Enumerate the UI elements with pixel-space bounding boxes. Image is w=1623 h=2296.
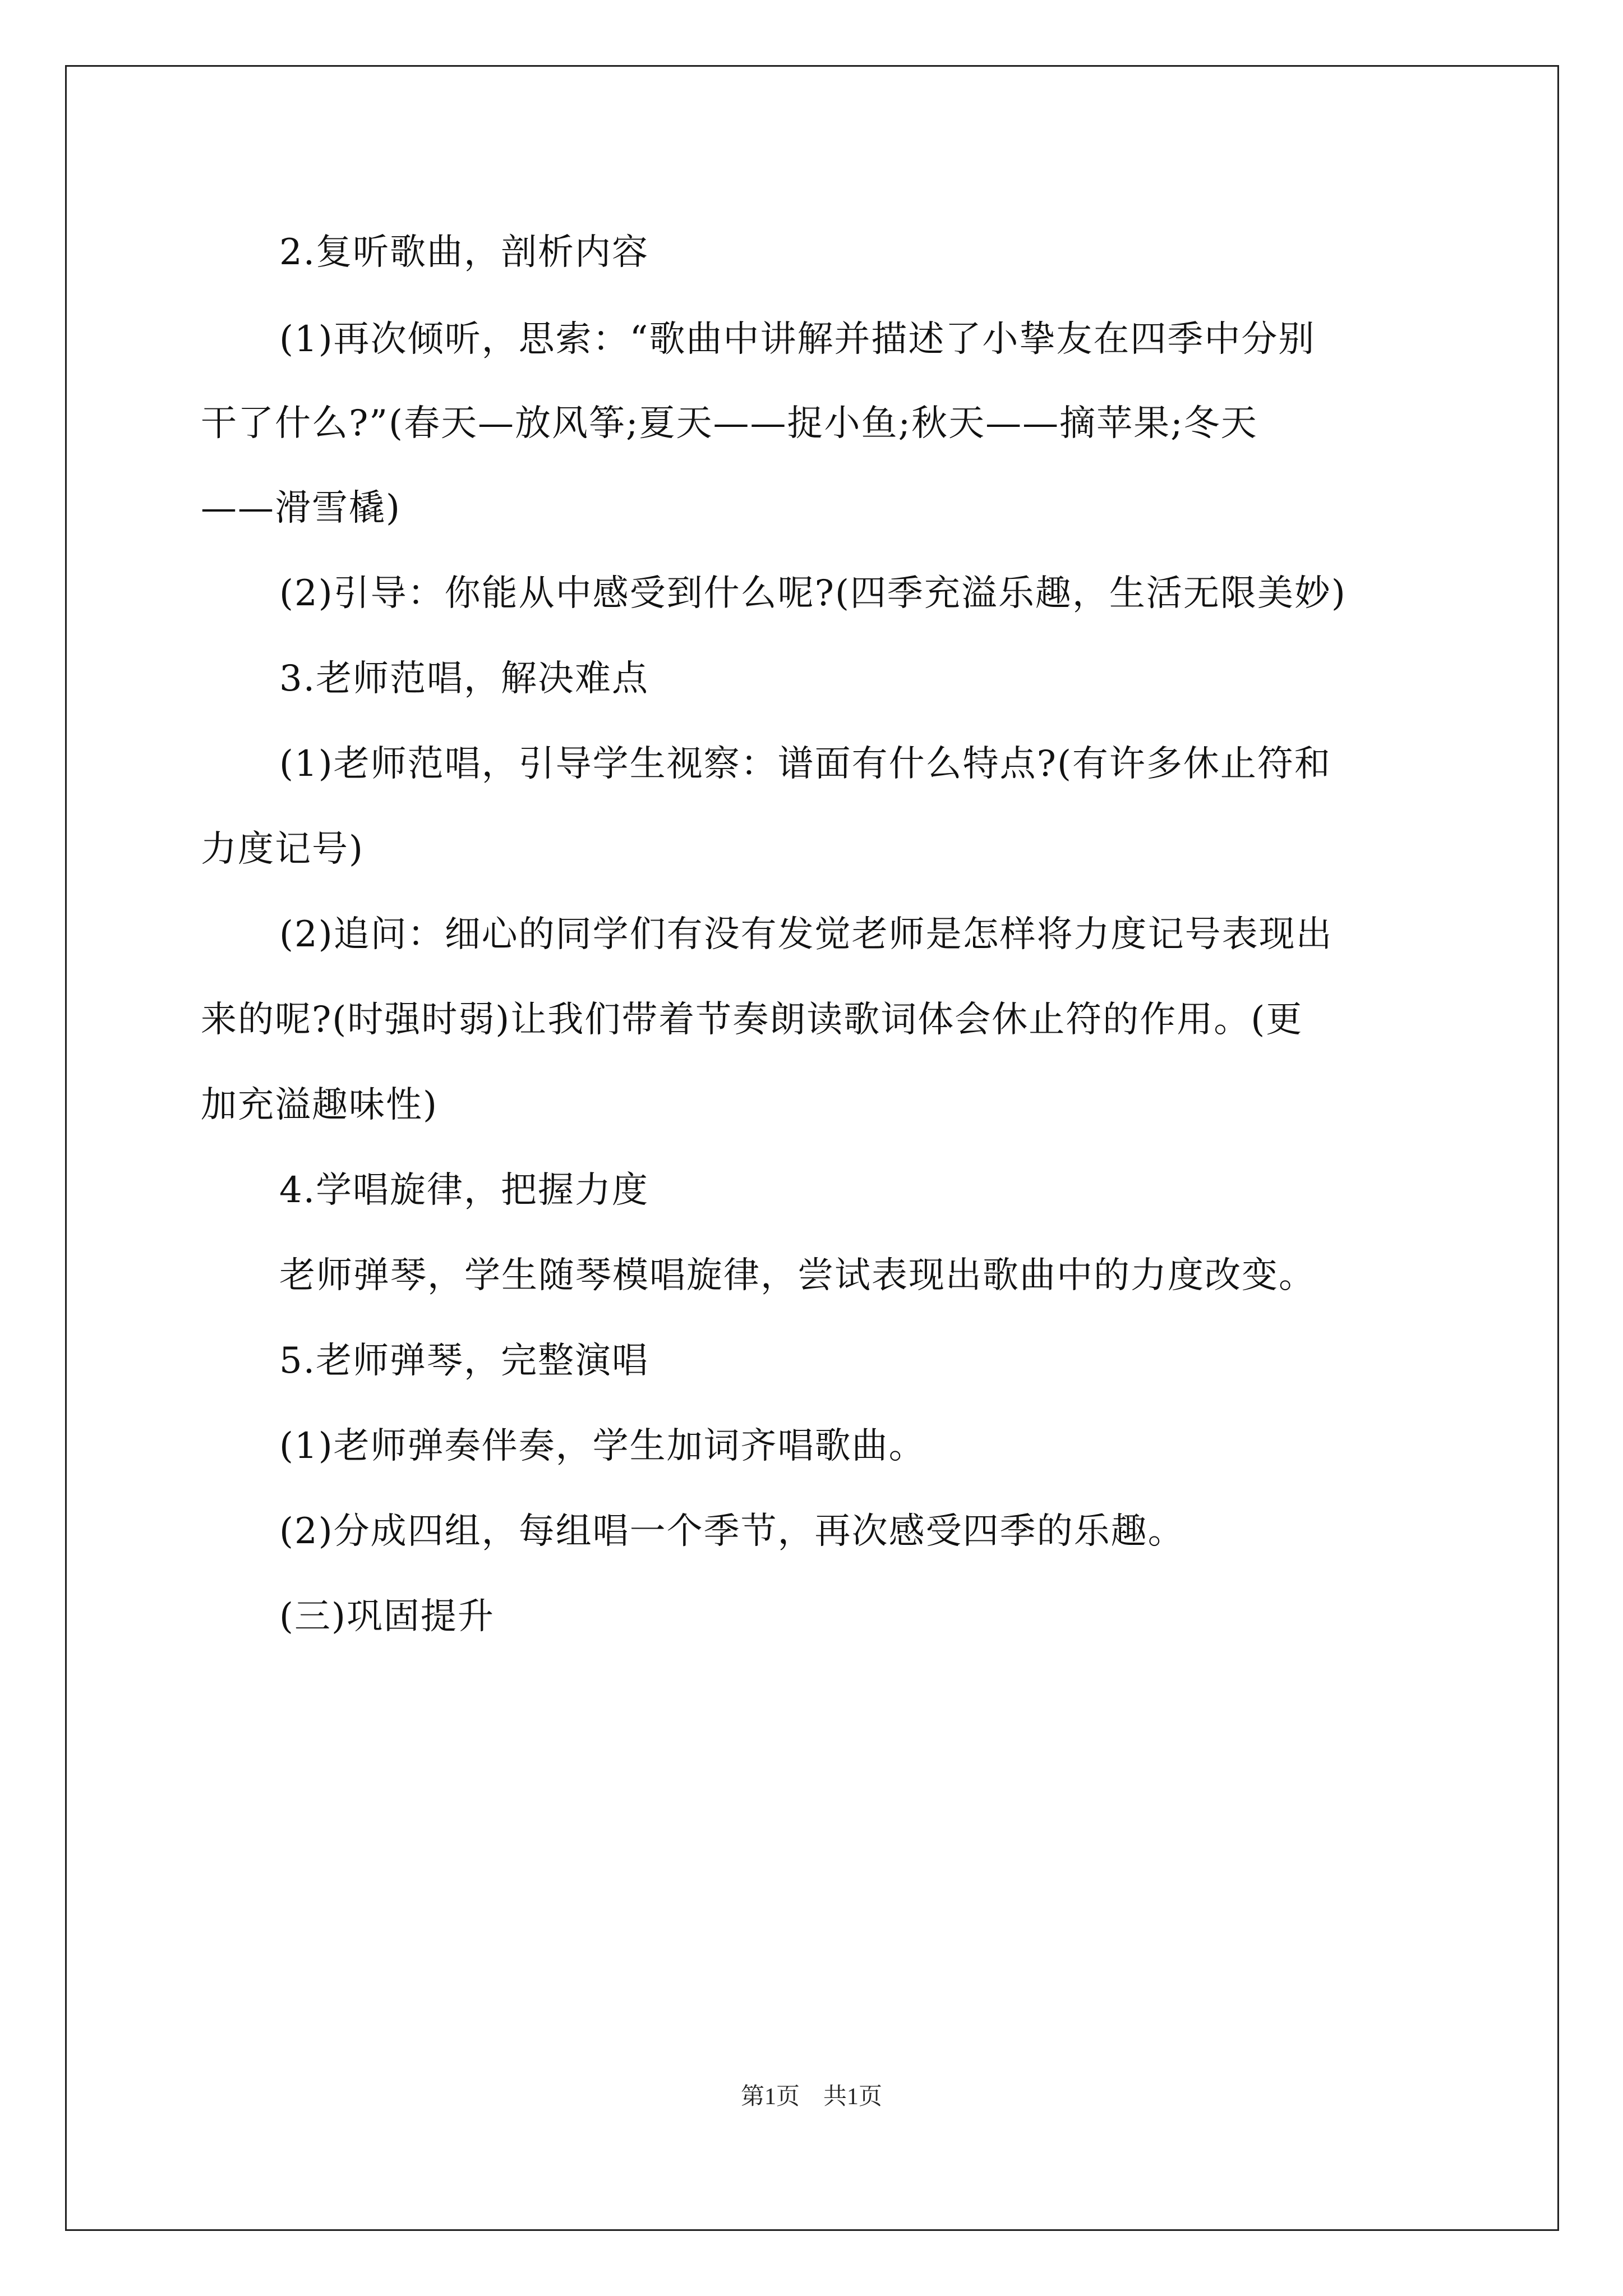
page-border (65, 65, 1559, 2231)
paragraph-line: 老师弹琴，学生随琴模唱旋律，尝试表现出歌曲中的力度改变。 (279, 1255, 1316, 1296)
heading-line: (三)巩固提升 (279, 1596, 495, 1637)
paragraph-line: 来的呢?(时强时弱)让我们带着节奏朗读歌词体会休止符的作用。(更 (201, 999, 1303, 1041)
paragraph-line: ——滑雪橇) (201, 487, 401, 529)
paragraph-line: (2)引导：你能从中感受到什么呢?(四季充溢乐趣，生活无限美妙) (279, 573, 1347, 614)
paragraph-line: 干了什么?”(春天—放风筝;夏天——捉小鱼;秋天——摘苹果;冬天 (201, 403, 1258, 444)
heading-line: 5.老师弹琴，完整演唱 (279, 1340, 649, 1382)
paragraph-line: (1)老师弹奏伴奏，学生加词齐唱歌曲。 (279, 1425, 926, 1467)
heading-line: 2.复听歌曲，剖析内容 (279, 232, 649, 273)
paragraph-line: (2)分成四组，每组唱一个季节，再次感受四季的乐趣。 (279, 1511, 1185, 1552)
heading-line: 4.学唱旋律，把握力度 (279, 1170, 649, 1211)
page-number-footer: 第1页 共1页 (740, 2084, 882, 2110)
paragraph-line: 力度记号) (201, 829, 364, 870)
paragraph-line: 加充溢趣味性) (201, 1084, 438, 1126)
heading-line: 3.老师范唱，解决难点 (279, 658, 649, 700)
paragraph-line: (2)追问：细心的同学们有没有发觉老师是怎样将力度记号表现出 (279, 914, 1333, 955)
paragraph-line: (1)再次倾听，思索：“歌曲中讲解并描述了小挚友在四季中分别 (279, 319, 1316, 360)
paragraph-line: (1)老师范唱，引导学生视察：谱面有什么特点?(有许多休止符和 (279, 743, 1331, 785)
